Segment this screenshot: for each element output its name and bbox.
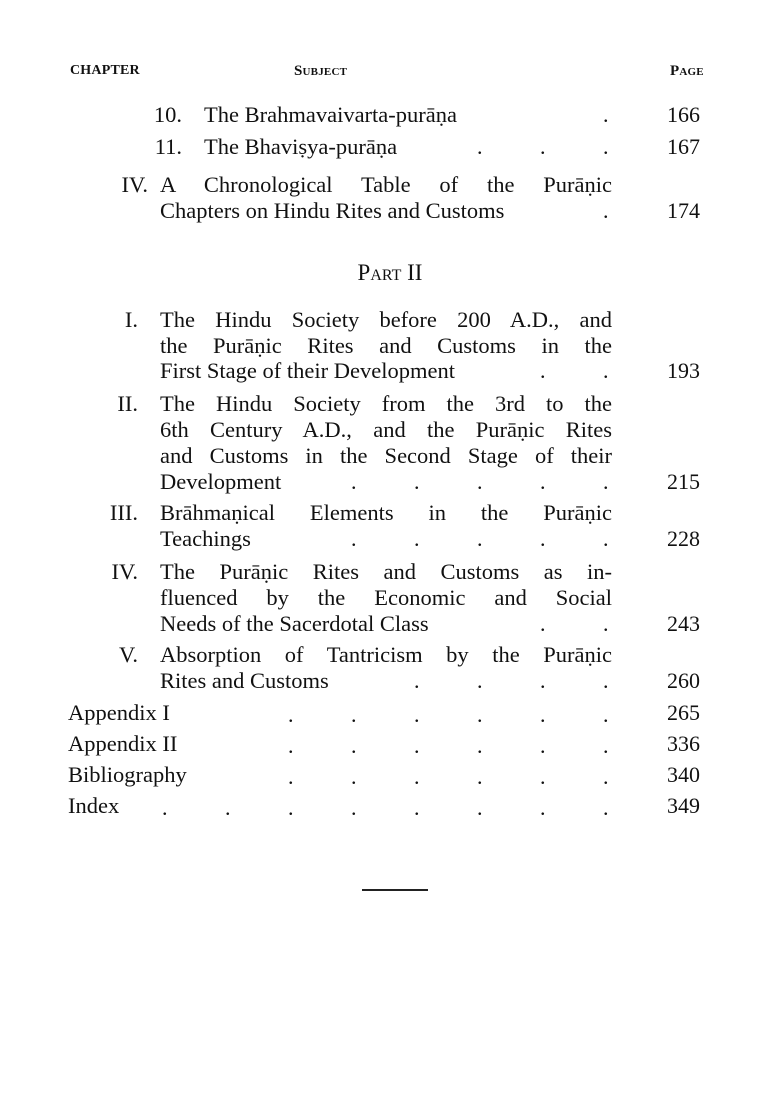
leader-dot: . bbox=[414, 795, 420, 820]
leader-dot: . bbox=[540, 764, 546, 789]
leader-dot: . bbox=[288, 795, 294, 820]
leader-dot: . bbox=[288, 702, 294, 727]
entry-number: 10. bbox=[153, 102, 182, 127]
entry-page: 349 bbox=[667, 793, 700, 818]
entry-title-line: Absorption of Tantricism by the Purāṇic bbox=[160, 642, 612, 667]
entry-page: 166 bbox=[667, 102, 700, 127]
entry-title: Index bbox=[68, 793, 120, 818]
column-header-subject: Subject bbox=[294, 63, 348, 79]
entry-number: V. bbox=[119, 642, 138, 667]
entry-title-line: Chapters on Hindu Rites and Customs bbox=[160, 198, 505, 223]
leader-dot: . bbox=[351, 733, 357, 758]
entry-page: 265 bbox=[667, 700, 700, 725]
leader-dot: . bbox=[477, 526, 483, 551]
leader-dot: . bbox=[603, 198, 609, 223]
entry-title: Bibliography bbox=[68, 762, 187, 787]
leader-dot: . bbox=[477, 469, 483, 494]
leader-dot: . bbox=[603, 358, 609, 383]
leader-dot: . bbox=[351, 702, 357, 727]
entry-number: IV. bbox=[121, 172, 148, 197]
leader-dot: . bbox=[351, 526, 357, 551]
entry-title-line: 6th Century A.D., and the Purāṇic Rites bbox=[160, 417, 612, 442]
leader-dot: . bbox=[603, 668, 609, 693]
entry-page: 336 bbox=[667, 731, 700, 756]
leader-dot: . bbox=[540, 668, 546, 693]
leader-dot: . bbox=[351, 469, 357, 494]
entry-page: 340 bbox=[667, 762, 700, 787]
leader-dot: . bbox=[414, 764, 420, 789]
entry-number: IV. bbox=[111, 559, 138, 584]
entry-title: The Brahmavaivarta-purāṇa bbox=[204, 102, 457, 127]
leader-dot: . bbox=[603, 795, 609, 820]
leader-dot: . bbox=[603, 102, 609, 127]
entry-title-line: Development bbox=[160, 469, 282, 494]
leader-dot: . bbox=[603, 702, 609, 727]
leader-dot: . bbox=[477, 795, 483, 820]
leader-dot: . bbox=[477, 702, 483, 727]
leader-dot: . bbox=[603, 733, 609, 758]
entry-title-line: Rites and Customs bbox=[160, 668, 329, 693]
leader-dot: . bbox=[414, 733, 420, 758]
leader-dot: . bbox=[477, 134, 483, 159]
leader-dot: . bbox=[540, 358, 546, 383]
entry-title-line: The Purāṇic Rites and Customs as in- bbox=[160, 559, 612, 584]
leader-dot: . bbox=[540, 702, 546, 727]
part-heading: Part II bbox=[357, 260, 423, 285]
leader-dot: . bbox=[477, 668, 483, 693]
leader-dot: . bbox=[288, 764, 294, 789]
leader-dot: . bbox=[288, 733, 294, 758]
column-header-chapter: CHAPTER bbox=[70, 63, 140, 78]
leader-dot: . bbox=[540, 526, 546, 551]
leader-dot: . bbox=[414, 469, 420, 494]
entry-title-line: The Hindu Society from the 3rd to the bbox=[160, 391, 612, 416]
entry-number: III. bbox=[109, 500, 138, 525]
leader-dot: . bbox=[603, 611, 609, 636]
entry-title-line: the Purāṇic Rites and Customs in the bbox=[160, 333, 612, 358]
leader-dot: . bbox=[540, 733, 546, 758]
leader-dot: . bbox=[477, 764, 483, 789]
leader-dot: . bbox=[603, 134, 609, 159]
entry-page: 260 bbox=[667, 668, 700, 693]
leader-dot: . bbox=[540, 134, 546, 159]
entry-title-line: First Stage of their Development bbox=[160, 358, 455, 383]
entry-number: 11. bbox=[154, 134, 182, 159]
entry-number: I. bbox=[124, 307, 138, 332]
leader-dot: . bbox=[225, 795, 231, 820]
entry-title-line: and Customs in the Second Stage of their bbox=[160, 443, 612, 468]
column-header-page: Page bbox=[670, 63, 704, 79]
leader-dot: . bbox=[414, 526, 420, 551]
entry-title: The Bhaviṣya-purāṇa bbox=[204, 134, 398, 159]
end-rule-divider bbox=[362, 889, 428, 891]
leader-dot: . bbox=[414, 702, 420, 727]
leader-dot: . bbox=[351, 795, 357, 820]
entry-page: 193 bbox=[667, 358, 700, 383]
leader-dot: . bbox=[540, 469, 546, 494]
leader-dot: . bbox=[603, 526, 609, 551]
entry-page: 167 bbox=[667, 134, 700, 159]
entry-page: 228 bbox=[667, 526, 700, 551]
leader-dot: . bbox=[477, 733, 483, 758]
leader-dot: . bbox=[540, 611, 546, 636]
entry-title-line: Teachings bbox=[160, 526, 251, 551]
entry-number: II. bbox=[117, 391, 138, 416]
leader-dot: . bbox=[603, 469, 609, 494]
leader-dot: . bbox=[540, 795, 546, 820]
leader-dot: . bbox=[351, 764, 357, 789]
entry-page: 215 bbox=[667, 469, 700, 494]
entry-title-line: Needs of the Sacerdotal Class bbox=[160, 611, 429, 636]
entry-title-line: fluenced by the Economic and Social bbox=[160, 585, 612, 610]
entry-title: Appendix I bbox=[68, 700, 170, 725]
entry-title-line: A Chronological Table of the Purāṇic bbox=[160, 172, 612, 197]
entry-page: 174 bbox=[667, 198, 700, 223]
leader-dot: . bbox=[162, 795, 168, 820]
leader-dot: . bbox=[414, 668, 420, 693]
entry-title-line: Brāhmaṇical Elements in the Purāṇic bbox=[160, 500, 612, 525]
entry-title: Appendix II bbox=[68, 731, 178, 756]
entry-page: 243 bbox=[667, 611, 700, 636]
entry-title-line: The Hindu Society before 200 A.D., and bbox=[160, 307, 612, 332]
leader-dot: . bbox=[603, 764, 609, 789]
